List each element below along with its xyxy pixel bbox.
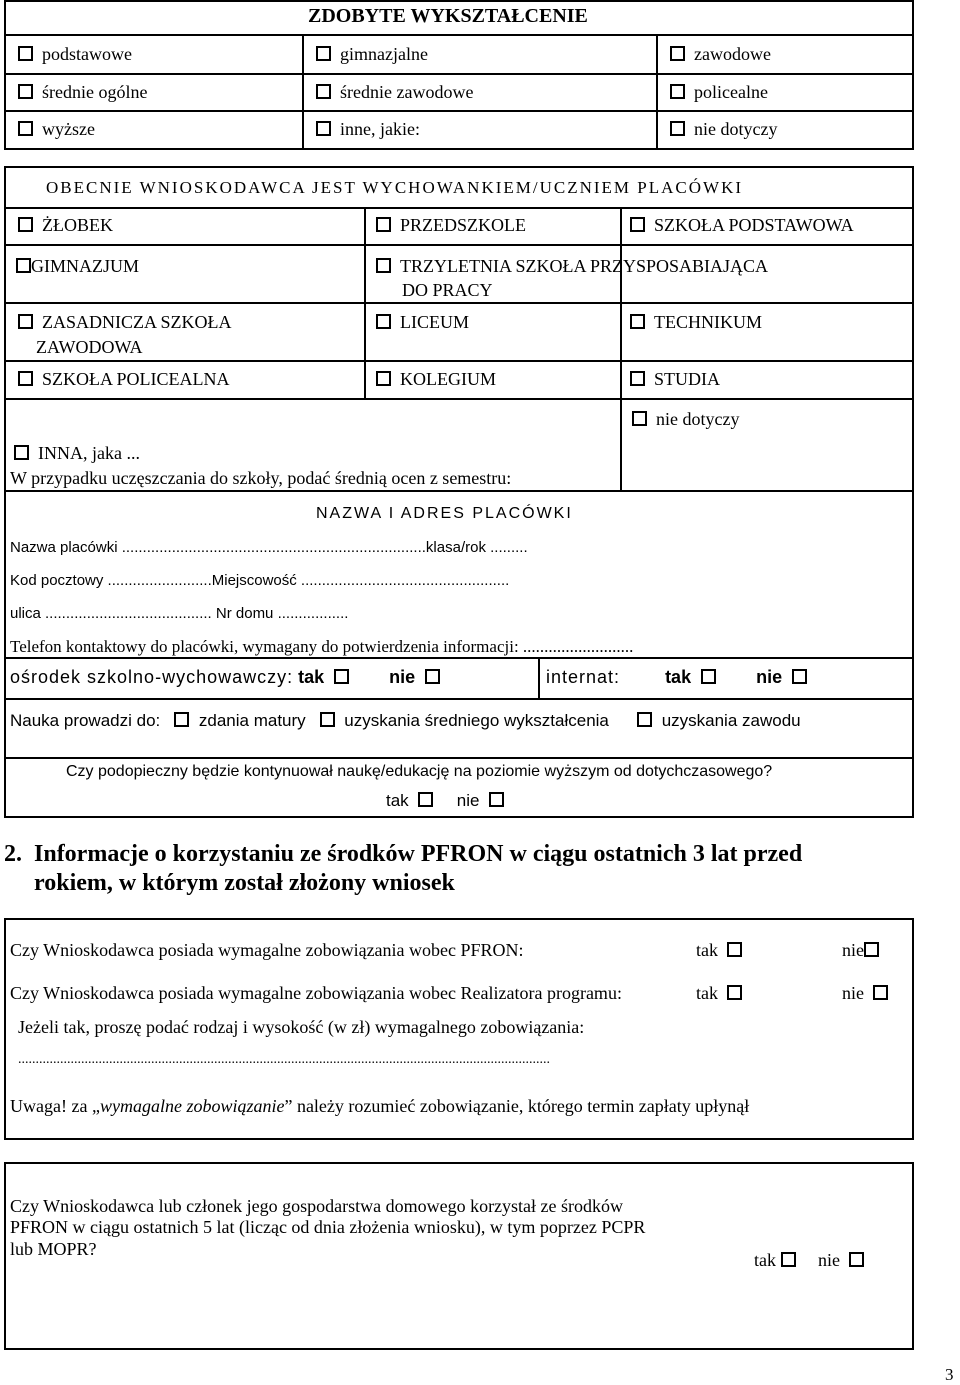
answer-pfron-tak: tak bbox=[696, 940, 742, 961]
checkbox[interactable] bbox=[316, 46, 331, 61]
checkbox[interactable] bbox=[632, 411, 647, 426]
placowka-title: NAZWA I ADRES PLACÓWKI bbox=[316, 505, 573, 522]
school-option-continued: DO PRACY bbox=[402, 280, 493, 300]
question-5-years: PFRON w ciągu ostatnich 5 lat (licząc od dnia złożenia wniosku), w tym poprzez PCPR bbox=[10, 1217, 646, 1237]
checkbox[interactable] bbox=[864, 942, 879, 957]
divider bbox=[4, 34, 914, 36]
section-number: 2. bbox=[4, 841, 22, 867]
section-title: Informacje o korzystaniu ze środków PFRON w ciągu ostatnich 3 lat przed bbox=[34, 841, 803, 867]
school-option[interactable]: ZASADNICZA SZKOŁA bbox=[18, 312, 232, 333]
checkbox[interactable] bbox=[425, 669, 440, 684]
average-note: W przypadku uczęszczania do szkoły, podać średnią ocen z semestru: bbox=[10, 468, 512, 488]
nie-label: nie bbox=[756, 667, 783, 687]
school-option[interactable]: nie dotyczy bbox=[632, 409, 739, 430]
checkbox[interactable] bbox=[637, 712, 652, 727]
checkbox[interactable] bbox=[18, 314, 33, 329]
school-option-other[interactable]: INNA, jaka ... bbox=[14, 443, 140, 464]
checkbox[interactable] bbox=[781, 1252, 796, 1267]
placowka-postcode-field[interactable]: Kod pocztowy .........................Miejscowość .................................................. bbox=[10, 572, 510, 589]
edu-option[interactable]: zawodowe bbox=[670, 44, 771, 65]
tak-label: tak bbox=[298, 667, 325, 687]
placowka-phone-field[interactable]: Telefon kontaktowy do placówki, wymagany do potwierdzenia informacji: .......................... bbox=[10, 637, 634, 656]
edu-option[interactable]: nie dotyczy bbox=[670, 119, 777, 140]
page-number: 3 bbox=[945, 1365, 954, 1384]
osrodek-row bbox=[10, 667, 440, 688]
checkbox[interactable] bbox=[630, 371, 645, 386]
checkbox[interactable] bbox=[316, 84, 331, 99]
kontynuacja-question: Czy podopieczny będzie kontynuował naukę/edukację na poziomie wyższym od dotychczasowego? bbox=[66, 763, 773, 780]
answer-5-years: tak nie bbox=[754, 1250, 864, 1271]
edu-option[interactable]: średnie zawodowe bbox=[316, 82, 473, 103]
divider bbox=[4, 360, 914, 362]
answer-pfron-nie: nie bbox=[842, 940, 879, 961]
divider bbox=[538, 657, 540, 698]
current-title: OBECNIE WNIOSKODAWCA JEST WYCHOWANKIEM/UCZNIEM PLACÓWKI bbox=[46, 178, 744, 197]
checkbox[interactable] bbox=[18, 84, 33, 99]
checkbox[interactable] bbox=[320, 712, 335, 727]
nie-label: nie bbox=[389, 667, 416, 687]
divider bbox=[4, 657, 914, 659]
divider bbox=[364, 207, 366, 398]
divider bbox=[4, 110, 914, 112]
edu-option[interactable]: wyższe bbox=[18, 119, 95, 140]
nauka-row: Nauka prowadzi do: zdania matury uzyskania średniego wykształcenia uzyskania zawodu bbox=[10, 711, 801, 730]
checkbox[interactable] bbox=[18, 371, 33, 386]
checkbox[interactable] bbox=[670, 84, 685, 99]
checkbox[interactable] bbox=[670, 121, 685, 136]
checkbox[interactable] bbox=[18, 217, 33, 232]
question-details: Jeżeli tak, proszę podać rodzaj i wysokość (w zł) wymagalnego zobowiązania: bbox=[18, 1017, 585, 1037]
divider bbox=[4, 73, 914, 75]
checkbox[interactable] bbox=[18, 121, 33, 136]
divider bbox=[4, 302, 914, 304]
edu-option[interactable]: gimnazjalne bbox=[316, 44, 428, 65]
education-title: ZDOBYTE WYKSZTAŁCENIE bbox=[308, 5, 588, 27]
edu-option[interactable]: podstawowe bbox=[18, 44, 132, 65]
uwaga-note: Uwaga! za „wymagalne zobowiązanie” należy rozumieć zobowiązanie, którego termin zapłaty upłynął bbox=[10, 1096, 750, 1116]
answer-realizator-tak: tak bbox=[696, 983, 742, 1004]
question-5-years: Czy Wnioskodawca lub członek jego gospodarstwa domowego korzystał ze środków bbox=[10, 1196, 624, 1216]
placowka-street-field[interactable]: ulica ........................................ Nr domu ................. bbox=[10, 605, 349, 622]
checkbox[interactable] bbox=[630, 314, 645, 329]
divider bbox=[4, 757, 914, 759]
divider bbox=[4, 698, 914, 700]
checkbox[interactable] bbox=[701, 669, 716, 684]
checkbox[interactable] bbox=[489, 792, 504, 807]
checkbox[interactable] bbox=[418, 792, 433, 807]
divider bbox=[4, 398, 914, 400]
school-option[interactable]: PRZEDSZKOLE bbox=[376, 215, 526, 236]
question-5-years: lub MOPR? bbox=[10, 1239, 97, 1259]
school-option[interactable]: KOLEGIUM bbox=[376, 369, 496, 390]
checkbox[interactable] bbox=[376, 314, 391, 329]
osrodek-label: ośrodek szkolno-wychowawczy: bbox=[10, 667, 294, 687]
checkbox[interactable] bbox=[16, 258, 31, 273]
placowka-name-field[interactable]: Nazwa placówki .........................................................................klasa/rok ......... bbox=[10, 539, 528, 556]
internat-row bbox=[546, 667, 807, 688]
checkbox[interactable] bbox=[849, 1252, 864, 1267]
checkbox[interactable] bbox=[630, 217, 645, 232]
school-option[interactable]: LICEUM bbox=[376, 312, 469, 333]
checkbox[interactable] bbox=[376, 258, 391, 273]
question-realizator: Czy Wnioskodawca posiada wymagalne zobowiązania wobec Realizatora programu: bbox=[10, 983, 622, 1003]
details-field[interactable]: ........................................................................................................................................................ bbox=[18, 1052, 550, 1067]
question-pfron: Czy Wnioskodawca posiada wymagalne zobowiązania wobec PFRON: bbox=[10, 940, 524, 960]
checkbox[interactable] bbox=[376, 371, 391, 386]
divider bbox=[656, 34, 658, 150]
checkbox[interactable] bbox=[727, 942, 742, 957]
checkbox[interactable] bbox=[727, 985, 742, 1000]
edu-option[interactable]: policealne bbox=[670, 82, 768, 103]
divider bbox=[4, 207, 914, 209]
school-option[interactable]: SZKOŁA POLICEALNA bbox=[18, 369, 230, 390]
checkbox[interactable] bbox=[792, 669, 807, 684]
checkbox[interactable] bbox=[316, 121, 331, 136]
checkbox[interactable] bbox=[376, 217, 391, 232]
school-option[interactable]: STUDIA bbox=[630, 369, 720, 390]
school-option[interactable]: TECHNIKUM bbox=[630, 312, 762, 333]
nauka-label: Nauka prowadzi do: bbox=[10, 711, 161, 730]
checkbox[interactable] bbox=[174, 712, 189, 727]
school-option[interactable]: SZKOŁA PODSTAWOWA bbox=[630, 215, 854, 236]
divider bbox=[620, 207, 622, 490]
tak-label: tak bbox=[665, 667, 692, 687]
section-title: rokiem, w którym został złożony wniosek bbox=[34, 870, 455, 896]
checkbox[interactable] bbox=[873, 985, 888, 1000]
school-option[interactable]: TRZYLETNIA SZKOŁA PRZYSPOSABIAJĄCA bbox=[376, 256, 768, 277]
school-option[interactable]: ŻŁOBEK bbox=[18, 215, 113, 236]
kontynuacja-answer: tak nie bbox=[386, 791, 504, 811]
answer-realizator-nie: nie bbox=[842, 983, 888, 1004]
school-option-continued: ZAWODOWA bbox=[36, 337, 143, 357]
checkbox[interactable] bbox=[670, 46, 685, 61]
edu-option[interactable]: średnie ogólne bbox=[18, 82, 147, 103]
checkbox[interactable] bbox=[14, 445, 29, 460]
internat-label: internat: bbox=[546, 667, 621, 687]
divider bbox=[302, 34, 304, 150]
divider bbox=[4, 244, 914, 246]
edu-option[interactable]: inne, jakie: bbox=[316, 119, 420, 140]
checkbox[interactable] bbox=[334, 669, 349, 684]
checkbox[interactable] bbox=[18, 46, 33, 61]
school-option[interactable]: GIMNAZJUM bbox=[16, 256, 139, 277]
divider bbox=[4, 490, 914, 492]
